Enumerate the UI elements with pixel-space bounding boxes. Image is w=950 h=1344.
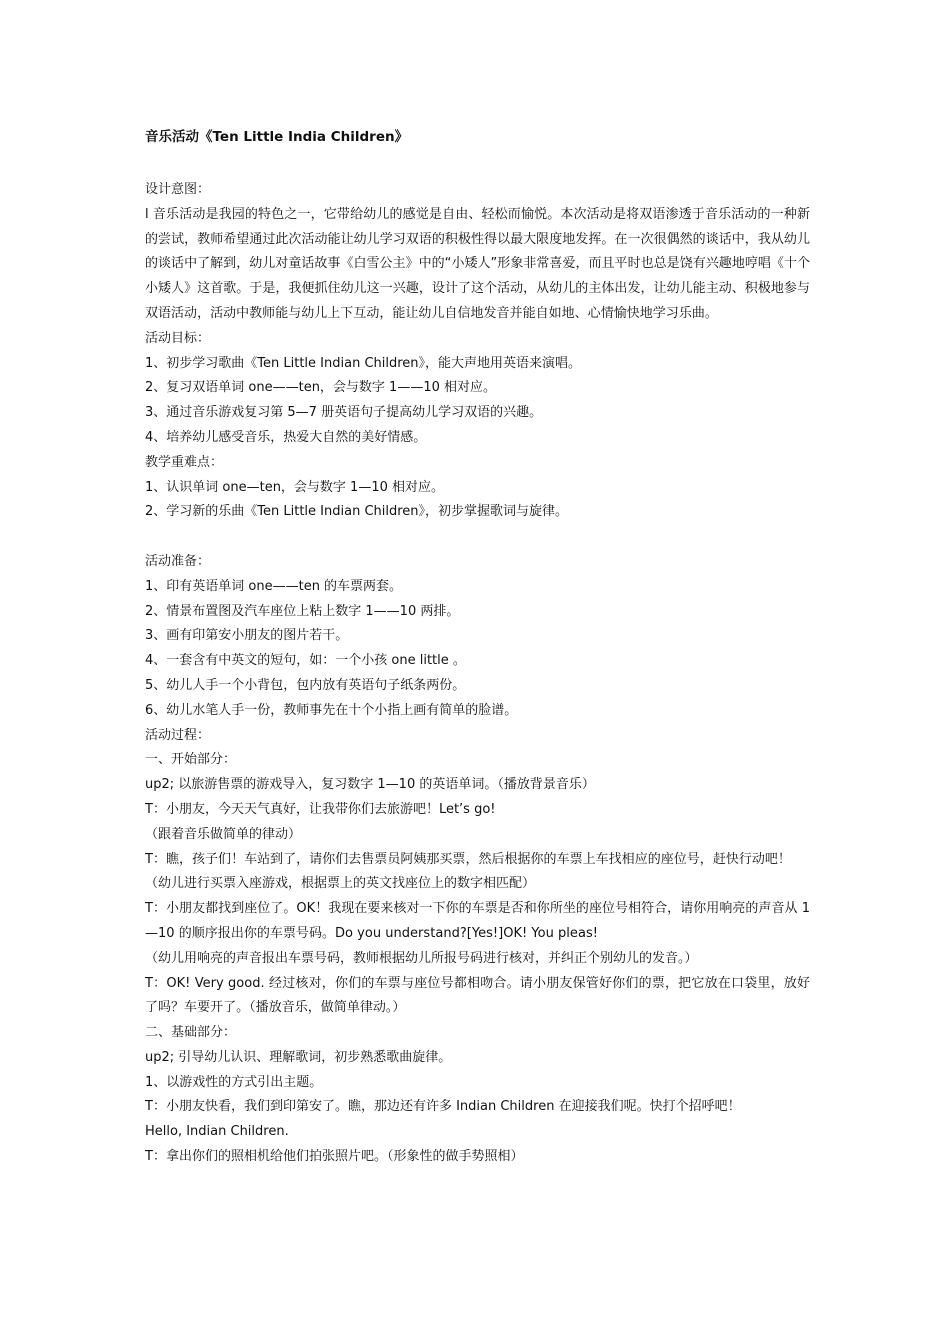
blank-line [145, 525, 810, 550]
paragraph: T：OK! Very good. 经过核对，你们的车票与座位号都相吻合。请小朋友保管好你们的票，把它放在口袋里，放好了吗？车要开了。（播放音乐，做简单律动。） [145, 975, 810, 1016]
text-line: T：拿出你们的照相机给他们拍张照片吧。（形象性的做手势照相） [145, 1149, 524, 1165]
document-sections [145, 178, 810, 1170]
text-line: 3、通过音乐游戏复习第 5—7 册英语句子提高幼儿学习双语的兴趣。 [145, 405, 543, 421]
paragraph: T：瞧，孩子们！车站到了，请你们去售票员阿姨那买票，然后根据你的车票上车找相应的座位号，赶快行动吧！ [145, 851, 791, 867]
text-line: 1、以游戏性的方式引出主题。 [145, 1074, 323, 1090]
text-line: T：小朋友，今天天气真好，让我带你们去旅游吧！Let’s go! [145, 801, 496, 817]
text-line: 1、认识单词 one—ten，会与数字 1—10 相对应。 [145, 479, 445, 495]
text-line: 活动过程： [145, 727, 211, 743]
text-line: T：小朋友快看，我们到印第安了。瞧，那边还有许多 Indian Children 在迎接我们呢。快打个招呼吧！ [145, 1099, 741, 1115]
document-title: 音乐活动《Ten Little India Children》 [145, 129, 409, 145]
text-line: （幼儿用响亮的声音报出车票号码，教师根据幼儿所报号码进行核对，并纠正个别幼儿的发音。） [145, 950, 698, 966]
text-line: 二、基础部分： [145, 1025, 237, 1041]
text-line: （跟着音乐做简单的律动） [145, 826, 302, 842]
text-line: 6、幼儿水笔人手一份，教师事先在十个小指上画有简单的脸谱。 [145, 702, 518, 718]
text-line: 1、印有英语单词 one——ten 的车票两套。 [145, 578, 403, 594]
text-line: 一、开始部分： [145, 752, 237, 768]
text-line: up2; 以旅游售票的游戏导入，复习数字 1—10 的英语单词。（播放背景音乐） [145, 777, 595, 793]
text-line: 5、幼儿人手一个小背包，包内放有英语句子纸条两份。 [145, 677, 466, 693]
text-line: Hello, Indian Children. [145, 1124, 289, 1140]
text-line: 1、初步学习歌曲《Ten Little Indian Children》，能大声地用英语来演唱。 [145, 355, 582, 371]
text-line: 设计意图： [145, 182, 211, 197]
title-spacer [145, 148, 810, 178]
text-line: （幼儿进行买票入座游戏，根据票上的英文找座位上的数字相匹配） [145, 876, 536, 892]
paragraph: T：小朋友都找到座位了。OK！我现在要来核对一下你的车票是否和你所坐的座位号相符合，请你用响亮的声音从 1—10 的顺序报出你的车票号码。Do you understand?[Yes!]OK! You pleas! [145, 901, 810, 941]
text-line: 4、一套含有中英文的短句，如：一个小孩 one little 。 [145, 653, 466, 669]
text-line: 2、学习新的乐曲《Ten Little Indian Children》，初步掌握歌词与旋律。 [145, 504, 569, 520]
text-line: 活动目标： [145, 330, 211, 346]
text-line: 2、复习双语单词 one——ten，会与数字 1——10 相对应。 [145, 380, 497, 396]
paragraph: l 音乐活动是我园的特色之一，它带给幼儿的感觉是自由、轻松而愉悦。本次活动是将双语渗透于音乐活动的一种新的尝试，教师希望通过此次活动能让幼儿学习双语的积极性得以最大限度地发挥。在一次很偶然的谈话中，我从幼儿的谈话中了解到，幼儿对童话故事《白雪公主》中的“小矮人”形象非常喜爱，而且平时也总是饶有兴趣地哼唱《十个小矮人》这首歌。于是，我便抓住幼儿这一兴趣，设计了这个活动，从幼儿的主体出发，让幼儿能主动、积极地参与双语活动，活动中教师能与幼儿上下互动，能让幼儿自信地发音并能自如地、心情愉快地学习乐曲。 [145, 206, 810, 321]
text-line: 教学重难点： [145, 454, 224, 470]
text-line: 活动准备： [145, 553, 211, 569]
text-line: up2; 引导幼儿认识、理解歌词，初步熟悉歌曲旋律。 [145, 1049, 452, 1065]
text-line: 3、画有印第安小朋友的图片若干。 [145, 628, 349, 644]
text-line: 4、培养幼儿感受音乐，热爱大自然的美好情感。 [145, 429, 427, 445]
document-body [145, 126, 810, 1170]
text-line: 2、情景布置图及汽车座位上粘上数字 1——10 两排。 [145, 603, 460, 619]
